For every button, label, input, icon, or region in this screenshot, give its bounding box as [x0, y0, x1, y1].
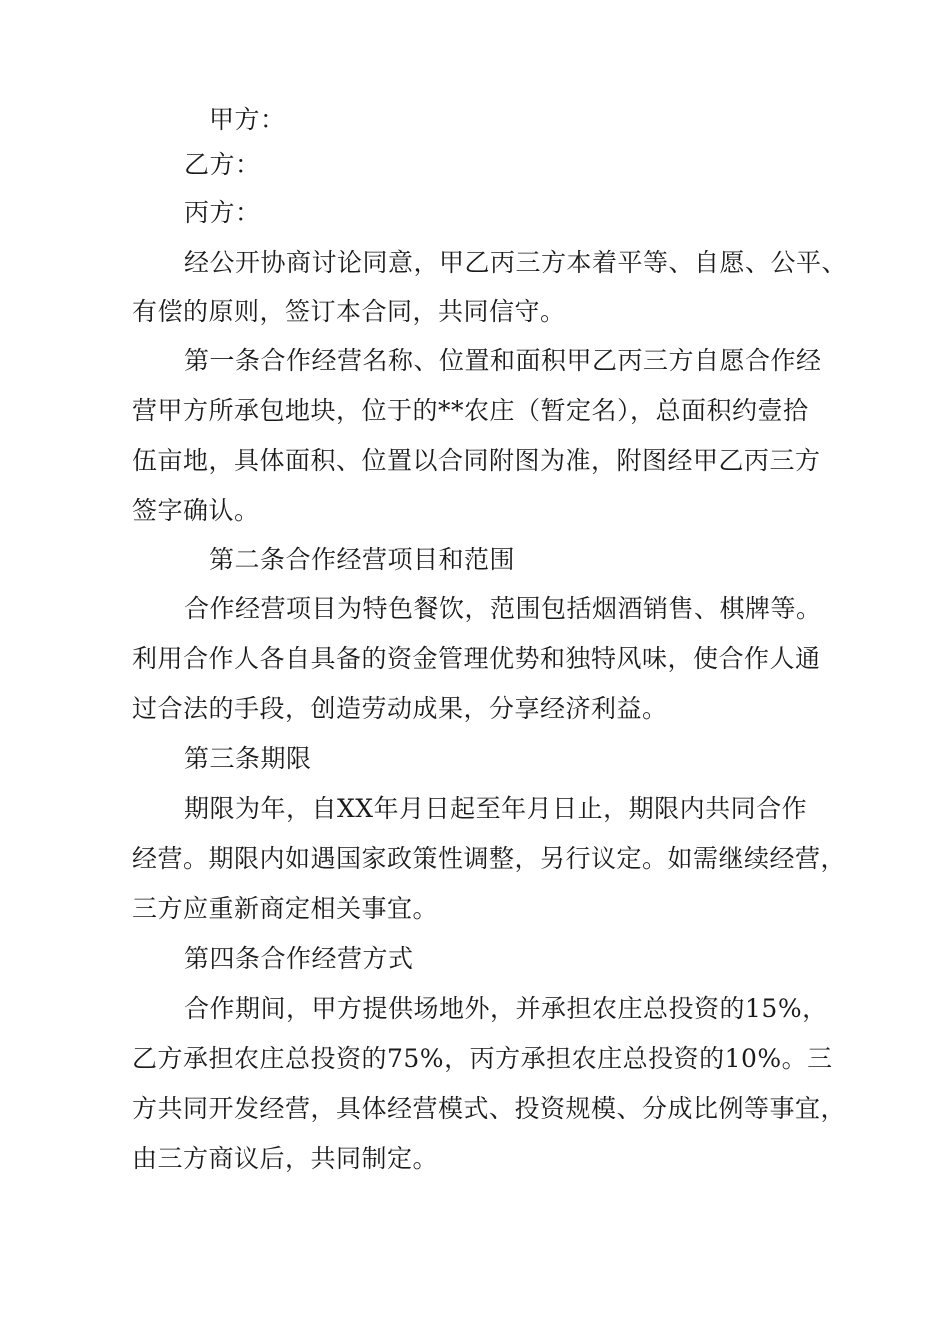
- article2-line: 合作经营项目为特色餐饮，范围包括烟酒销售、棋牌等。: [184, 594, 822, 623]
- article4-line: 合作期间，甲方提供场地外，并承担农庄总投资的15%，: [184, 994, 828, 1023]
- article3-title: 第三条期限: [184, 744, 312, 773]
- party-c-label: 丙方：: [184, 198, 261, 227]
- article4-line: 由三方商议后，共同制定。: [132, 1144, 439, 1173]
- article1-line: 第一条合作经营名称、位置和面积甲乙丙三方自愿合作经: [184, 346, 822, 375]
- party-a-label: 甲方：: [209, 105, 286, 134]
- intro-line: 有偿的原则，签订本合同，共同信守。: [132, 297, 566, 326]
- article1-line: 伍亩地，具体面积、位置以合同附图为准，附图经甲乙丙三方: [132, 446, 821, 475]
- article1-line: 营甲方所承包地块，位于的**农庄（暂定名），总面积约壹拾: [132, 396, 809, 425]
- article3-line: 经营。期限内如遇国家政策性调整，另行议定。如需继续经营，: [132, 844, 847, 873]
- article3-line: 期限为年，自XX年月日起至年月日止，期限内共同合作: [184, 794, 808, 823]
- intro-line: 经公开协商讨论同意，甲乙丙三方本着平等、自愿、公平、: [184, 248, 848, 277]
- party-b-label: 乙方：: [184, 150, 261, 179]
- article3-line: 三方应重新商定相关事宜。: [132, 894, 439, 923]
- article4-title: 第四条合作经营方式: [184, 944, 414, 973]
- article2-title: 第二条合作经营项目和范围: [209, 545, 516, 574]
- article4-line: 方共同开发经营，具体经营模式、投资规模、分成比例等事宜，: [132, 1094, 847, 1123]
- article4-line: 乙方承担农庄总投资的75%，丙方承担农庄总投资的10%。三: [132, 1044, 833, 1073]
- article2-line: 过合法的手段，创造劳动成果，分享经济利益。: [132, 694, 668, 723]
- article1-line: 签字确认。: [132, 496, 260, 525]
- article2-line: 利用合作人各自具备的资金管理优势和独特风味，使合作人通: [132, 644, 821, 673]
